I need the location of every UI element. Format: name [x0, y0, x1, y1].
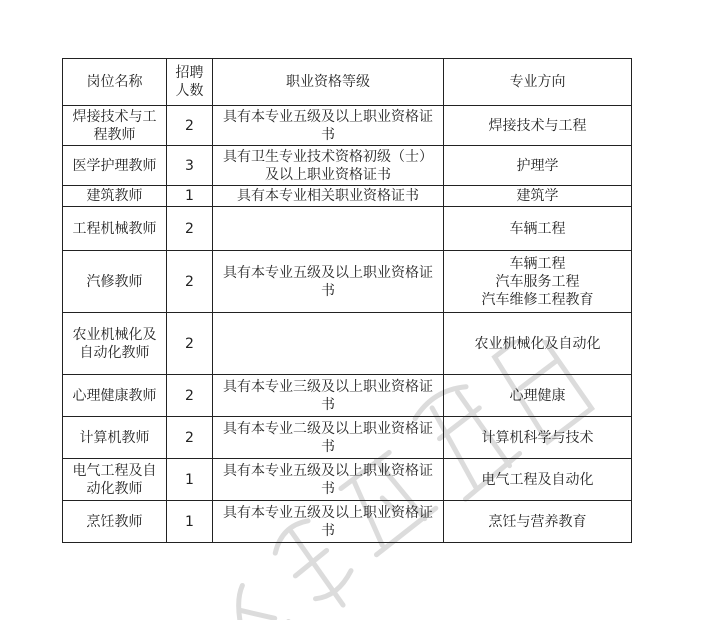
cell-position: 心理健康教师 — [63, 375, 167, 417]
cell-position: 焊接技术与工程教师 — [63, 106, 167, 146]
table-header-row — [63, 59, 632, 106]
header-count-line2: 人数 — [175, 83, 204, 99]
recruitment-table — [62, 58, 632, 543]
major-line: 焊接技术与工程 — [488, 117, 587, 134]
cell-position: 烹饪教师 — [63, 501, 167, 543]
cell-qualification: 具有卫生专业技术资格初级（士）及以上职业资格证书 — [213, 146, 444, 186]
cell-position: 农业机械化及自动化教师 — [63, 313, 167, 375]
major-line: 汽车服务工程 — [495, 273, 580, 290]
cell-major — [444, 186, 632, 207]
cell-count: 2 — [167, 375, 213, 417]
major-line: 计算机科学与技术 — [481, 429, 594, 446]
cell-qualification: 具有本专业五级及以上职业资格证书 — [213, 251, 444, 313]
cell-major — [444, 375, 632, 417]
cell-qualification — [213, 207, 444, 251]
major-line: 车辆工程 — [509, 220, 566, 237]
cell-count: 2 — [167, 207, 213, 251]
cell-count: 3 — [167, 146, 213, 186]
major-line: 车辆工程 — [509, 255, 566, 272]
cell-major — [444, 251, 632, 313]
cell-major — [444, 417, 632, 459]
cell-position: 计算机教师 — [63, 417, 167, 459]
cell-count: 1 — [167, 459, 213, 501]
cell-count: 2 — [167, 106, 213, 146]
cell-qualification: 具有本专业五级及以上职业资格证书 — [213, 106, 444, 146]
cell-position: 建筑教师 — [63, 186, 167, 207]
major-line: 建筑学 — [516, 188, 559, 204]
cell-major — [444, 459, 632, 501]
major-line: 心理健康 — [509, 387, 566, 404]
header-major: 专业方向 — [444, 59, 632, 106]
table-row — [63, 146, 632, 186]
cell-qualification: 具有本专业三级及以上职业资格证书 — [213, 375, 444, 417]
cell-position: 工程机械教师 — [63, 207, 167, 251]
cell-count: 2 — [167, 417, 213, 459]
table-row — [63, 106, 632, 146]
major-line: 烹饪与营养教育 — [488, 513, 587, 530]
cell-qualification: 具有本专业五级及以上职业资格证书 — [213, 501, 444, 543]
cell-major — [444, 207, 632, 251]
major-line: 电气工程及自动化 — [481, 471, 594, 488]
cell-count: 2 — [167, 251, 213, 313]
table-row — [63, 251, 632, 313]
cell-qualification: 具有本专业五级及以上职业资格证书 — [213, 459, 444, 501]
table-row — [63, 459, 632, 501]
table-row — [63, 207, 632, 251]
cell-major — [444, 146, 632, 186]
header-qualification: 职业资格等级 — [213, 59, 444, 106]
cell-count: 2 — [167, 313, 213, 375]
header-position: 岗位名称 — [63, 59, 167, 106]
table-row — [63, 186, 632, 207]
cell-major — [444, 106, 632, 146]
cell-major — [444, 501, 632, 543]
table-row — [63, 375, 632, 417]
major-line: 农业机械化及自动化 — [474, 335, 601, 352]
cell-qualification: 具有本专业二级及以上职业资格证书 — [213, 417, 444, 459]
cell-qualification: 具有本专业相关职业资格证书 — [213, 186, 444, 207]
table-row — [63, 313, 632, 375]
cell-position: 汽修教师 — [63, 251, 167, 313]
cell-qualification — [213, 313, 444, 375]
major-line: 护理学 — [516, 157, 559, 174]
cell-count: 1 — [167, 186, 213, 207]
header-count-line1: 招聘 — [175, 65, 204, 81]
header-count — [167, 59, 213, 106]
cell-position: 医学护理教师 — [63, 146, 167, 186]
table-row — [63, 501, 632, 543]
cell-position: 电气工程及自动化教师 — [63, 459, 167, 501]
major-line: 汽车维修工程教育 — [481, 291, 594, 308]
table-row — [63, 417, 632, 459]
cell-count: 1 — [167, 501, 213, 543]
cell-major — [444, 313, 632, 375]
